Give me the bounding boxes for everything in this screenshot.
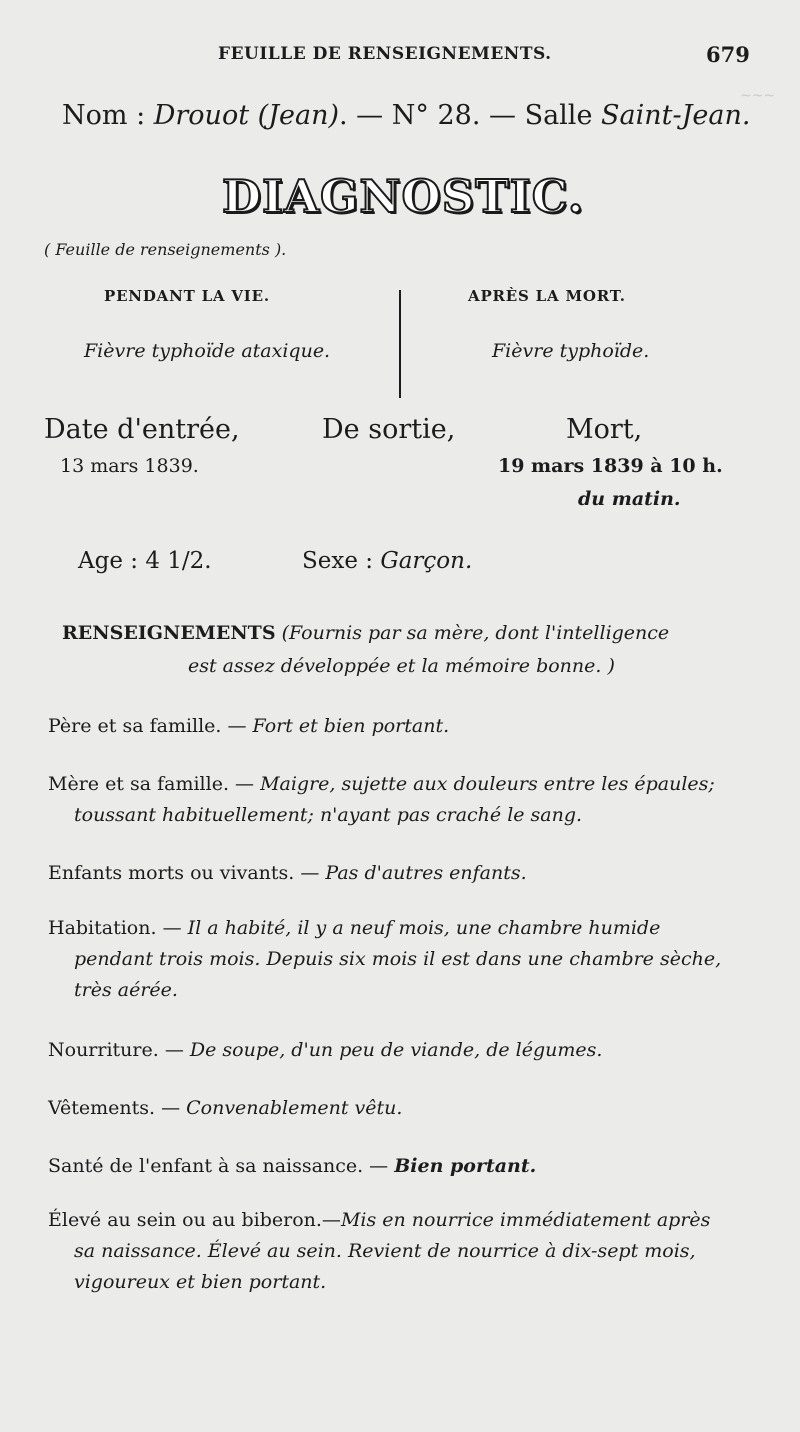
entry-text: Mis en nourrice immédiatement après (340, 1209, 711, 1231)
age-value: 4 1/2. (145, 548, 212, 574)
entry-text: Convenablement vêtu. (186, 1097, 403, 1119)
date-mort-label: Mort, (566, 414, 643, 445)
entry-text-continued: très aérée. (74, 979, 178, 1001)
sexe-field (302, 548, 472, 574)
diagnostic-subtitle: ( Feuille de renseignements ). (44, 240, 287, 259)
bleed-through-text: ~~~ (740, 88, 776, 104)
entry-text-continued: toussant habituellement; n'ayant pas craché le sang. (74, 804, 583, 826)
entry-label: Enfants morts ou vivants. — (48, 862, 326, 884)
diagnostic-title: DIAGNOSTIC. (222, 170, 585, 223)
entry-label: Élevé au sein ou au biberon.— (48, 1209, 341, 1231)
sexe-label: Sexe : (302, 548, 381, 574)
patient-number: . — N° 28. — Salle (339, 100, 601, 131)
date-mort-value: 19 mars 1839 à 10 h. (498, 455, 723, 477)
entry-text: De soupe, d'un peu de viande, de légumes. (189, 1039, 603, 1061)
entry-sante-naissance (48, 1151, 760, 1182)
entry-label: Santé de l'enfant à sa naissance. — (48, 1155, 395, 1177)
age-label: Age : (78, 548, 146, 574)
entry-nourriture (48, 1035, 760, 1066)
entry-text-continued: pendant trois mois. Depuis six mois il est dans une chambre sèche, (74, 948, 722, 970)
entry-allaitement (48, 1205, 760, 1298)
date-entree-value: 13 mars 1839. (60, 455, 199, 477)
patient-line (62, 100, 750, 131)
entry-text: Il a habité, il y a neuf mois, une chambre humide (187, 917, 661, 939)
entry-pere-famille (48, 711, 760, 742)
date-sortie-label: De sortie, (322, 414, 456, 445)
pendant-la-vie-diagnosis: Fièvre typhoïde ataxique. (84, 340, 331, 362)
date-mort-time: du matin. (578, 488, 681, 510)
entry-label: Père et sa famille. — (48, 715, 253, 737)
renseignements-heading-line (62, 622, 669, 644)
renseignements-note-continued: est assez développée et la mémoire bonne. ) (188, 655, 615, 677)
entry-label: Habitation. — (48, 917, 188, 939)
date-entree-label: Date d'entrée, (44, 414, 240, 445)
patient-surname: Drouot (153, 100, 250, 131)
entry-text: Pas d'autres enfants. (325, 862, 527, 884)
apres-la-mort-diagnosis: Fièvre typhoïde. (492, 340, 650, 362)
age-field (78, 548, 212, 574)
renseignements-note: (Fournis par sa mère, dont l'intelligence (281, 622, 670, 644)
entry-text-continued: sa naissance. Élevé au sein. Revient de nourrice à dix-sept mois, (74, 1240, 696, 1262)
nom-label: Nom : (62, 100, 154, 131)
patient-ward: Saint-Jean. (601, 100, 751, 131)
entry-enfants (48, 858, 760, 889)
apres-la-mort-heading: APRÈS LA MORT. (468, 287, 626, 305)
entry-label: Nourriture. — (48, 1039, 190, 1061)
entry-vetements (48, 1093, 760, 1124)
patient-given-name: (Jean) (257, 100, 340, 131)
renseignements-heading: RENSEIGNEMENTS (62, 622, 276, 644)
pendant-la-vie-heading: PENDANT LA VIE. (104, 287, 270, 305)
entry-text: Fort et bien portant. (252, 715, 450, 737)
entry-text: Bien portant. (394, 1155, 537, 1177)
entry-label: Vêtements. — (48, 1097, 187, 1119)
entry-text-continued: vigoureux et bien portant. (74, 1271, 327, 1293)
sexe-value: Garçon. (380, 548, 473, 574)
entry-text: Maigre, sujette aux douleurs entre les épaules; (260, 773, 715, 795)
page-number: 679 (706, 42, 750, 67)
entry-mere-famille (48, 769, 760, 831)
column-divider (399, 290, 401, 398)
running-title: FEUILLE DE RENSEIGNEMENTS. (218, 44, 552, 64)
entry-habitation (48, 913, 760, 1006)
entry-label: Mère et sa famille. — (48, 773, 261, 795)
